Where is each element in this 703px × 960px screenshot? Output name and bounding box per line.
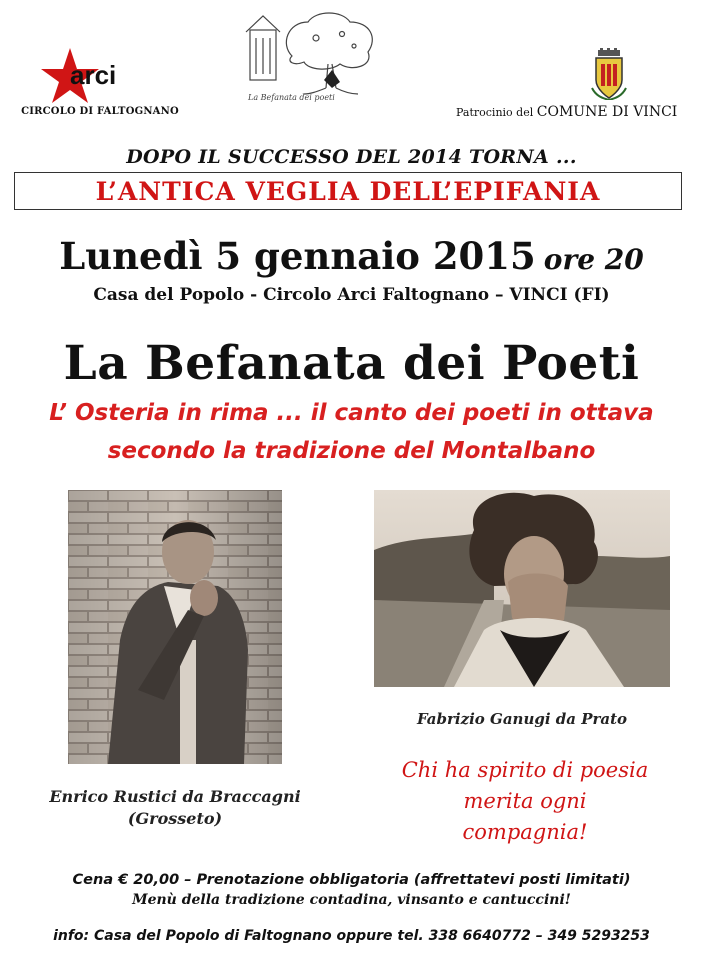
event-subtitle-line2: secondo la tradizione del Montalbano: [107, 438, 596, 464]
event-banner-box: [14, 172, 682, 210]
tree-logo: [232, 8, 392, 108]
arci-subtitle: CIRCOLO DI FALTOGNANO: [21, 106, 179, 117]
contact-info: info: Casa del Popolo di Faltognano oppure tel. 338 6640772 – 349 5293253: [53, 928, 650, 944]
arci-logo-text: arci: [70, 60, 117, 90]
poet-left-caption: [30, 786, 320, 830]
poet-right-caption: Fabrizio Ganugi da Prato: [416, 710, 628, 728]
coat-of-arms-icon: [590, 48, 628, 100]
event-teaser: DOPO IL SUCCESSO DEL 2014 TORNA ...: [126, 146, 577, 168]
dinner-info: Cena € 20,00 – Prenotazione obbligatoria (affrettatevi posti limitati): [72, 872, 631, 888]
tree-logo-caption: La Befanata dei poeti: [248, 93, 335, 102]
event-time: ore 20: [543, 243, 644, 276]
patrocinio-prefix: Patrocinio del: [456, 106, 534, 119]
motto-line2: merita ogni: [463, 789, 587, 813]
event-date-line: [0, 234, 703, 278]
event-banner: L’ANTICA VEGLIA DELL’EPIFANIA: [95, 176, 601, 206]
poet-left-origin: (Grosseto): [127, 809, 223, 828]
poet-left-name: Enrico Rustici da Braccagni: [49, 787, 301, 806]
poet-photo-right: [374, 490, 670, 687]
motto-line3: compagnia!: [462, 820, 588, 844]
comune-crest: [590, 48, 628, 100]
menu-info: Menù della tradizione contadina, vinsanto e cantuccini!: [132, 892, 571, 908]
tree-sketch-icon: [232, 8, 392, 108]
motto-line1: Chi ha spirito di poesia: [401, 758, 649, 782]
red-star-icon: [38, 42, 178, 112]
event-venue: Casa del Popolo - Circolo Arci Faltognano – VINCI (FI): [93, 285, 610, 305]
poet-photo-left: [68, 490, 282, 764]
patrocinio-entity: COMUNE DI VINCI: [536, 104, 678, 120]
motto-quote: [370, 755, 680, 848]
event-subtitle-line1: L’ Osteria in rima ... il canto dei poeti in ottava: [49, 400, 654, 426]
patrocinio-line: [456, 104, 686, 120]
event-date: Lunedì 5 gennaio 2015: [59, 234, 536, 278]
event-title: La Befanata dei Poeti: [63, 336, 640, 391]
